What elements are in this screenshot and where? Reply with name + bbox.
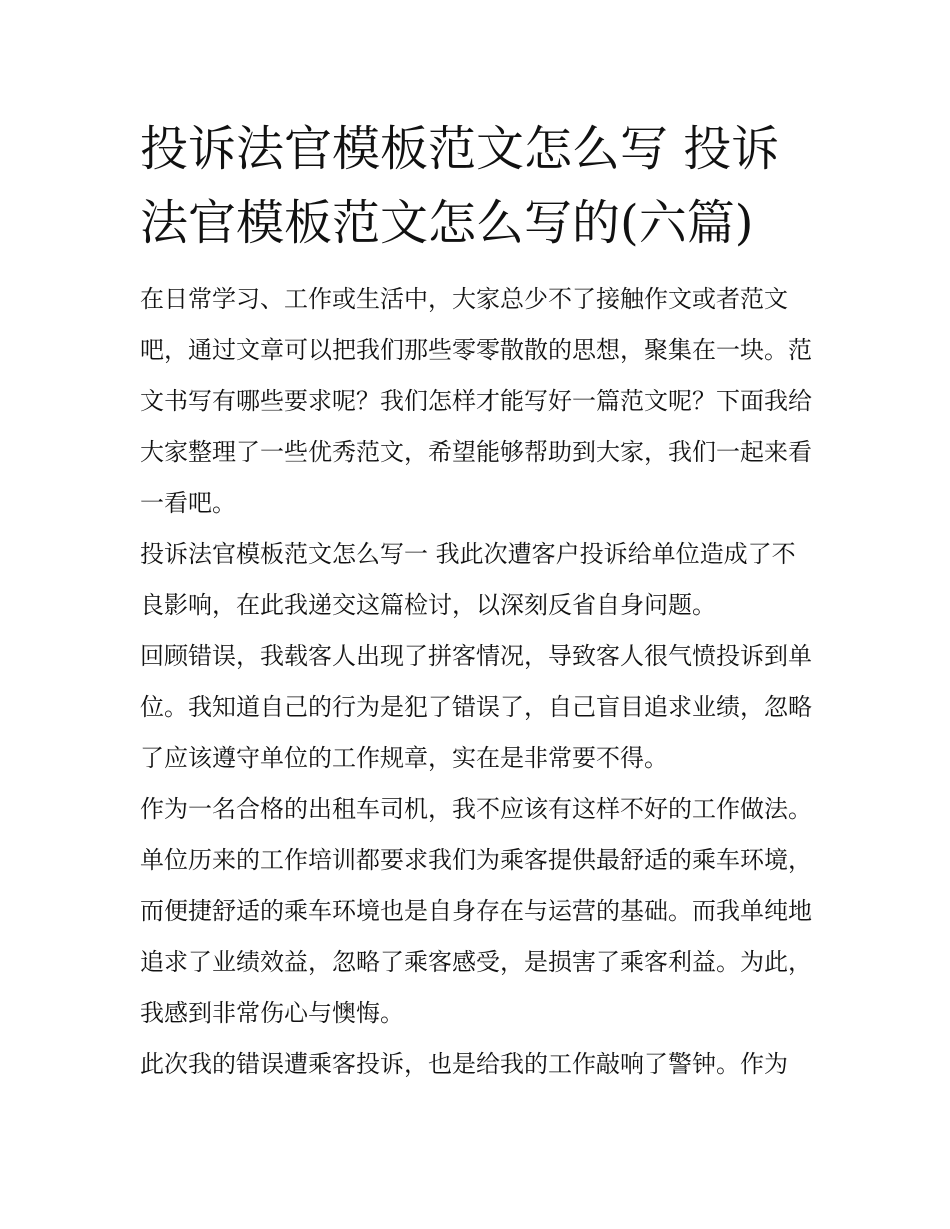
- paragraph-review-error: 回顾错误，我载客人出现了拼客情况，导致客人很气愤投诉到单位。我知道自己的行为是犯了错误了，自己盲目追求业绩，忽略了应该遵守单位的工作规章，实在是非常要不得。: [140, 642, 812, 772]
- document-title: 投诉法官模板范文怎么写 投诉法官模板范文怎么写的(六篇): [140, 121, 780, 251]
- paragraph-warning: 此次我的错误遭乘客投诉，也是给我的工作敲响了警钟。作为: [140, 1050, 788, 1078]
- paragraph-section-one: 投诉法官模板范文怎么写一 我此次遭客户投诉给单位造成了不良影响，在此我递交这篇检讨，以深刻反省自身问题。: [140, 540, 796, 619]
- document-body: [140, 112, 812, 1090]
- paragraph-taxi-driver: 作为一名合格的出租车司机，我不应该有这样不好的工作做法。单位历来的工作培训都要求我们为乘客提供最舒适的乘车环境，而便捷舒适的乘车环境也是自身存在与运营的基础。而我单纯地追求了业绩效益，忽略了乘客感受，是损害了乘客利益。为此，我感到非常伤心与懊悔。: [140, 795, 812, 1027]
- paragraph-intro: 在日常学习、工作或生活中，大家总少不了接触作文或者范文吧，通过文章可以把我们那些零零散散的思想，聚集在一块。范文书写有哪些要求呢？我们怎样才能写好一篇范文呢？下面我给大家整理了一些优秀范文，希望能够帮助到大家，我们一起来看一看吧。: [140, 285, 812, 517]
